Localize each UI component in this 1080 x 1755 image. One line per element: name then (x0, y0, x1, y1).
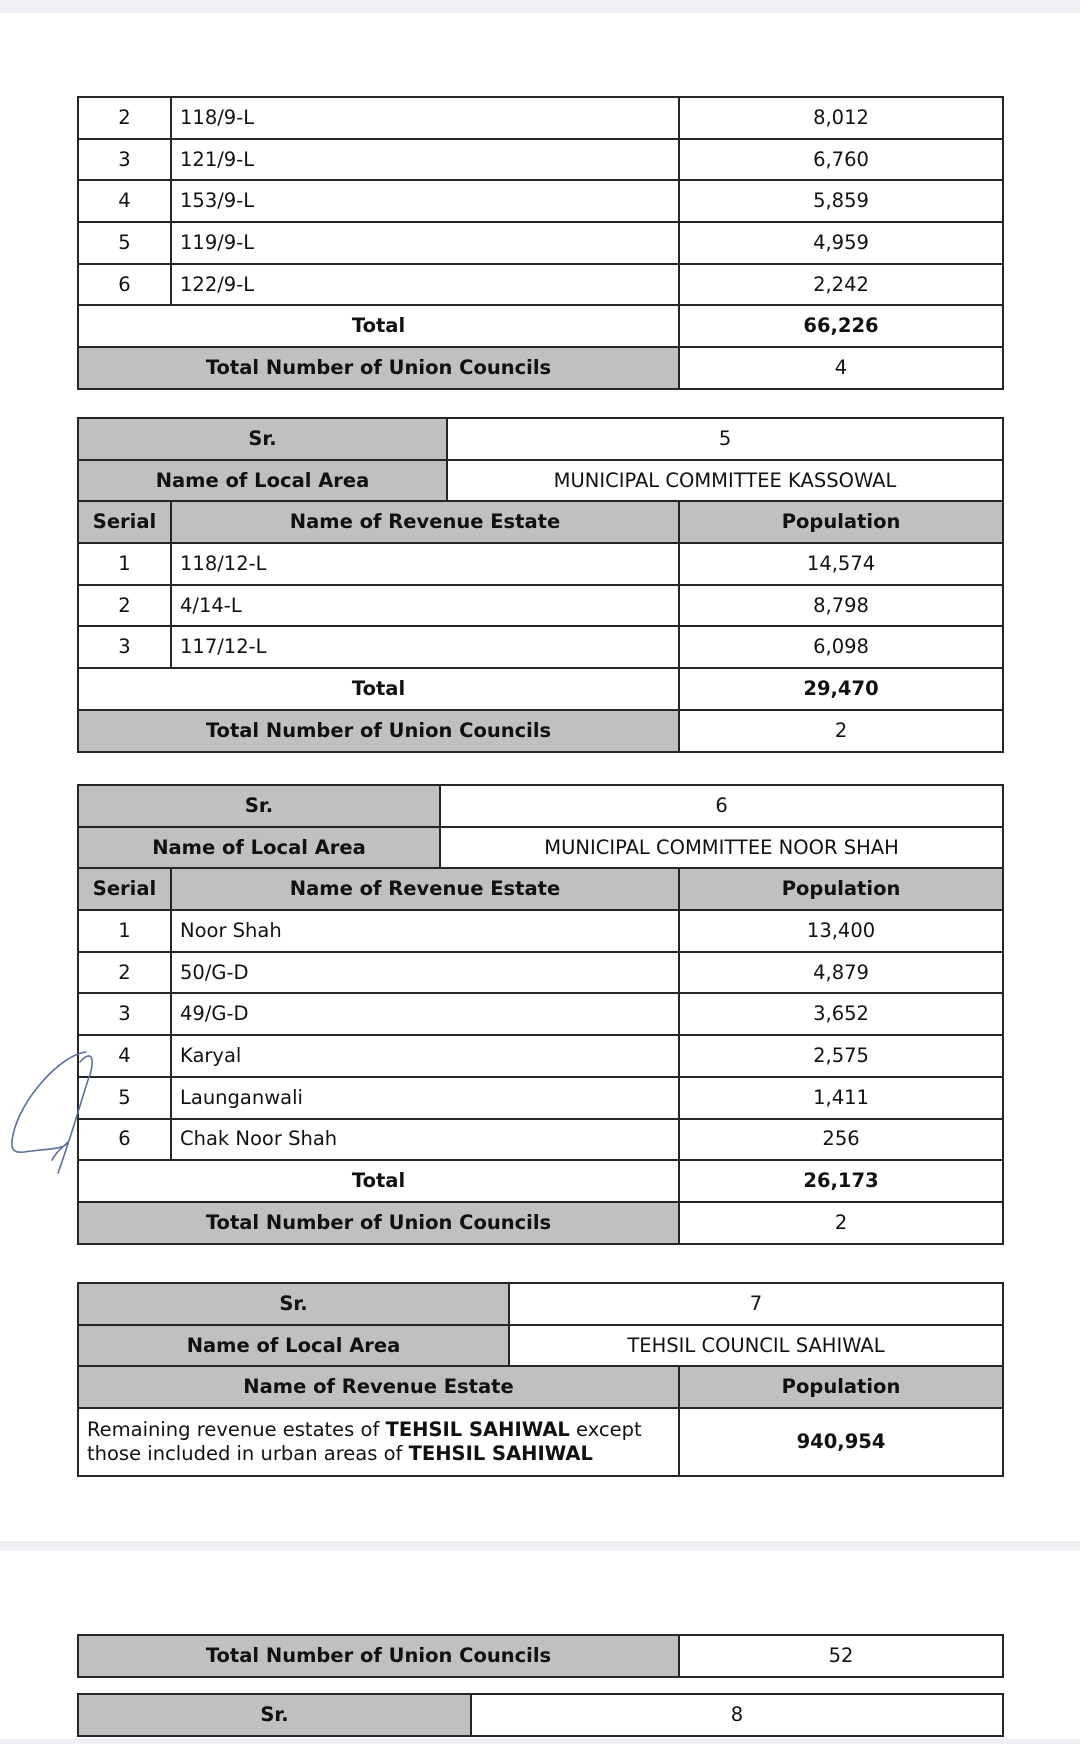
total-label: Total (78, 1160, 679, 1202)
estate-cell: 50/G-D (171, 952, 679, 994)
population-cell: 5,859 (679, 180, 1003, 222)
total-label: Total (78, 668, 679, 710)
table-row (78, 1119, 1003, 1161)
table-row (78, 97, 1003, 139)
union-councils-label: Total Number of Union Councils (78, 710, 679, 752)
table-row (78, 910, 1003, 952)
total-row (78, 668, 1003, 710)
remaining-estates-row (78, 1408, 1003, 1476)
serial-cell: 5 (78, 1077, 171, 1119)
estate-cell: 119/9-L (171, 222, 679, 264)
serial-cell: 2 (78, 97, 171, 139)
estate-cell: 153/9-L (171, 180, 679, 222)
estate-cell: 49/G-D (171, 993, 679, 1035)
description-text: except those included in urban areas of (87, 1418, 642, 1466)
population-cell: 13,400 (679, 910, 1003, 952)
header-estate: Name of Revenue Estate (78, 1366, 679, 1408)
table-row (78, 1077, 1003, 1119)
sr-row (78, 785, 1003, 827)
local-area-value: MUNICIPAL COMMITTEE KASSOWAL (447, 460, 1003, 502)
page-separator-top (0, 0, 1080, 13)
population-cell: 6,098 (679, 626, 1003, 668)
header-serial: Serial (78, 868, 171, 910)
table-row (78, 543, 1003, 585)
revenue-estates-table-continued (77, 96, 1004, 390)
header-population: Population (679, 1366, 1003, 1408)
local-area-row (78, 827, 1003, 869)
local-area-table-sr-8 (77, 1693, 1004, 1737)
serial-cell: 4 (78, 180, 171, 222)
total-row (78, 305, 1003, 347)
estate-cell: 4/14-L (171, 585, 679, 627)
population-cell: 1,411 (679, 1077, 1003, 1119)
sr-value: 8 (471, 1694, 1003, 1736)
serial-cell: 2 (78, 952, 171, 994)
population-cell: 14,574 (679, 543, 1003, 585)
estate-cell: Launganwali (171, 1077, 679, 1119)
local-area-table-tehsil-council (77, 1282, 1004, 1477)
tehsil-name-bold: TEHSIL SAHIWAL (408, 1442, 593, 1466)
serial-cell: 3 (78, 626, 171, 668)
sr-row (78, 1694, 1003, 1736)
estate-cell: Chak Noor Shah (171, 1119, 679, 1161)
header-serial: Serial (78, 501, 171, 543)
union-councils-value: 2 (679, 1202, 1003, 1244)
table-row (78, 952, 1003, 994)
table-row (78, 1035, 1003, 1077)
estate-cell: Noor Shah (171, 910, 679, 952)
table-row (78, 264, 1003, 306)
union-councils-label: Total Number of Union Councils (78, 1202, 679, 1244)
local-area-row (78, 460, 1003, 502)
estate-cell: 122/9-L (171, 264, 679, 306)
sr-row (78, 1283, 1003, 1325)
union-councils-value: 52 (679, 1635, 1003, 1677)
estate-cell: 121/9-L (171, 139, 679, 181)
estate-cell: 118/12-L (171, 543, 679, 585)
total-value: 29,470 (679, 668, 1003, 710)
estate-cell: 117/12-L (171, 626, 679, 668)
local-area-row (78, 1325, 1003, 1367)
population-cell: 2,242 (679, 264, 1003, 306)
table-row (78, 139, 1003, 181)
sr-value: 5 (447, 418, 1003, 460)
total-value: 66,226 (679, 305, 1003, 347)
header-estate: Name of Revenue Estate (171, 868, 679, 910)
sr-label: Sr. (78, 1694, 471, 1736)
sr-row (78, 418, 1003, 460)
total-value: 26,173 (679, 1160, 1003, 1202)
remaining-estates-description (78, 1408, 679, 1476)
union-councils-label: Total Number of Union Councils (78, 347, 679, 389)
population-cell: 2,575 (679, 1035, 1003, 1077)
table-row (78, 993, 1003, 1035)
table-row (78, 222, 1003, 264)
population-cell: 4,959 (679, 222, 1003, 264)
sr-label: Sr. (78, 1283, 509, 1325)
estate-cell: 118/9-L (171, 97, 679, 139)
estate-cell: Karyal (171, 1035, 679, 1077)
union-councils-value: 2 (679, 710, 1003, 752)
union-councils-row (78, 710, 1003, 752)
population-cell: 6,760 (679, 139, 1003, 181)
header-population: Population (679, 868, 1003, 910)
header-estate: Name of Revenue Estate (171, 501, 679, 543)
sr-value: 6 (440, 785, 1003, 827)
population-value: 940,954 (679, 1408, 1003, 1476)
local-area-label: Name of Local Area (78, 827, 440, 869)
local-area-value: MUNICIPAL COMMITTEE NOOR SHAH (440, 827, 1003, 869)
sr-value: 7 (509, 1283, 1003, 1325)
tehsil-name-bold: TEHSIL SAHIWAL (385, 1418, 570, 1442)
population-cell: 3,652 (679, 993, 1003, 1035)
local-area-table-kassowal (77, 417, 1004, 753)
population-cell: 8,798 (679, 585, 1003, 627)
description-text: Remaining revenue estates of (87, 1418, 386, 1442)
serial-cell: 3 (78, 993, 171, 1035)
union-councils-value: 4 (679, 347, 1003, 389)
union-councils-row (78, 1635, 1003, 1677)
total-row (78, 1160, 1003, 1202)
header-row (78, 1366, 1003, 1408)
table-row (78, 180, 1003, 222)
grand-total-union-councils (77, 1634, 1004, 1678)
population-cell: 256 (679, 1119, 1003, 1161)
header-row (78, 868, 1003, 910)
union-councils-row (78, 1202, 1003, 1244)
page-separator (0, 1541, 1080, 1551)
serial-cell: 2 (78, 585, 171, 627)
serial-cell: 3 (78, 139, 171, 181)
serial-cell: 5 (78, 222, 171, 264)
header-population: Population (679, 501, 1003, 543)
table-row (78, 626, 1003, 668)
union-councils-label: Total Number of Union Councils (78, 1635, 679, 1677)
table-row (78, 585, 1003, 627)
sr-label: Sr. (78, 418, 447, 460)
serial-cell: 4 (78, 1035, 171, 1077)
local-area-label: Name of Local Area (78, 1325, 509, 1367)
serial-cell: 6 (78, 1119, 171, 1161)
local-area-table-noor-shah (77, 784, 1004, 1245)
union-councils-row (78, 347, 1003, 389)
serial-cell: 1 (78, 543, 171, 585)
serial-cell: 6 (78, 264, 171, 306)
page-separator-bottom (0, 1739, 1080, 1744)
total-label: Total (78, 305, 679, 347)
local-area-label: Name of Local Area (78, 460, 447, 502)
population-cell: 4,879 (679, 952, 1003, 994)
population-cell: 8,012 (679, 97, 1003, 139)
serial-cell: 1 (78, 910, 171, 952)
header-row (78, 501, 1003, 543)
sr-label: Sr. (78, 785, 440, 827)
local-area-value: TEHSIL COUNCIL SAHIWAL (509, 1325, 1003, 1367)
